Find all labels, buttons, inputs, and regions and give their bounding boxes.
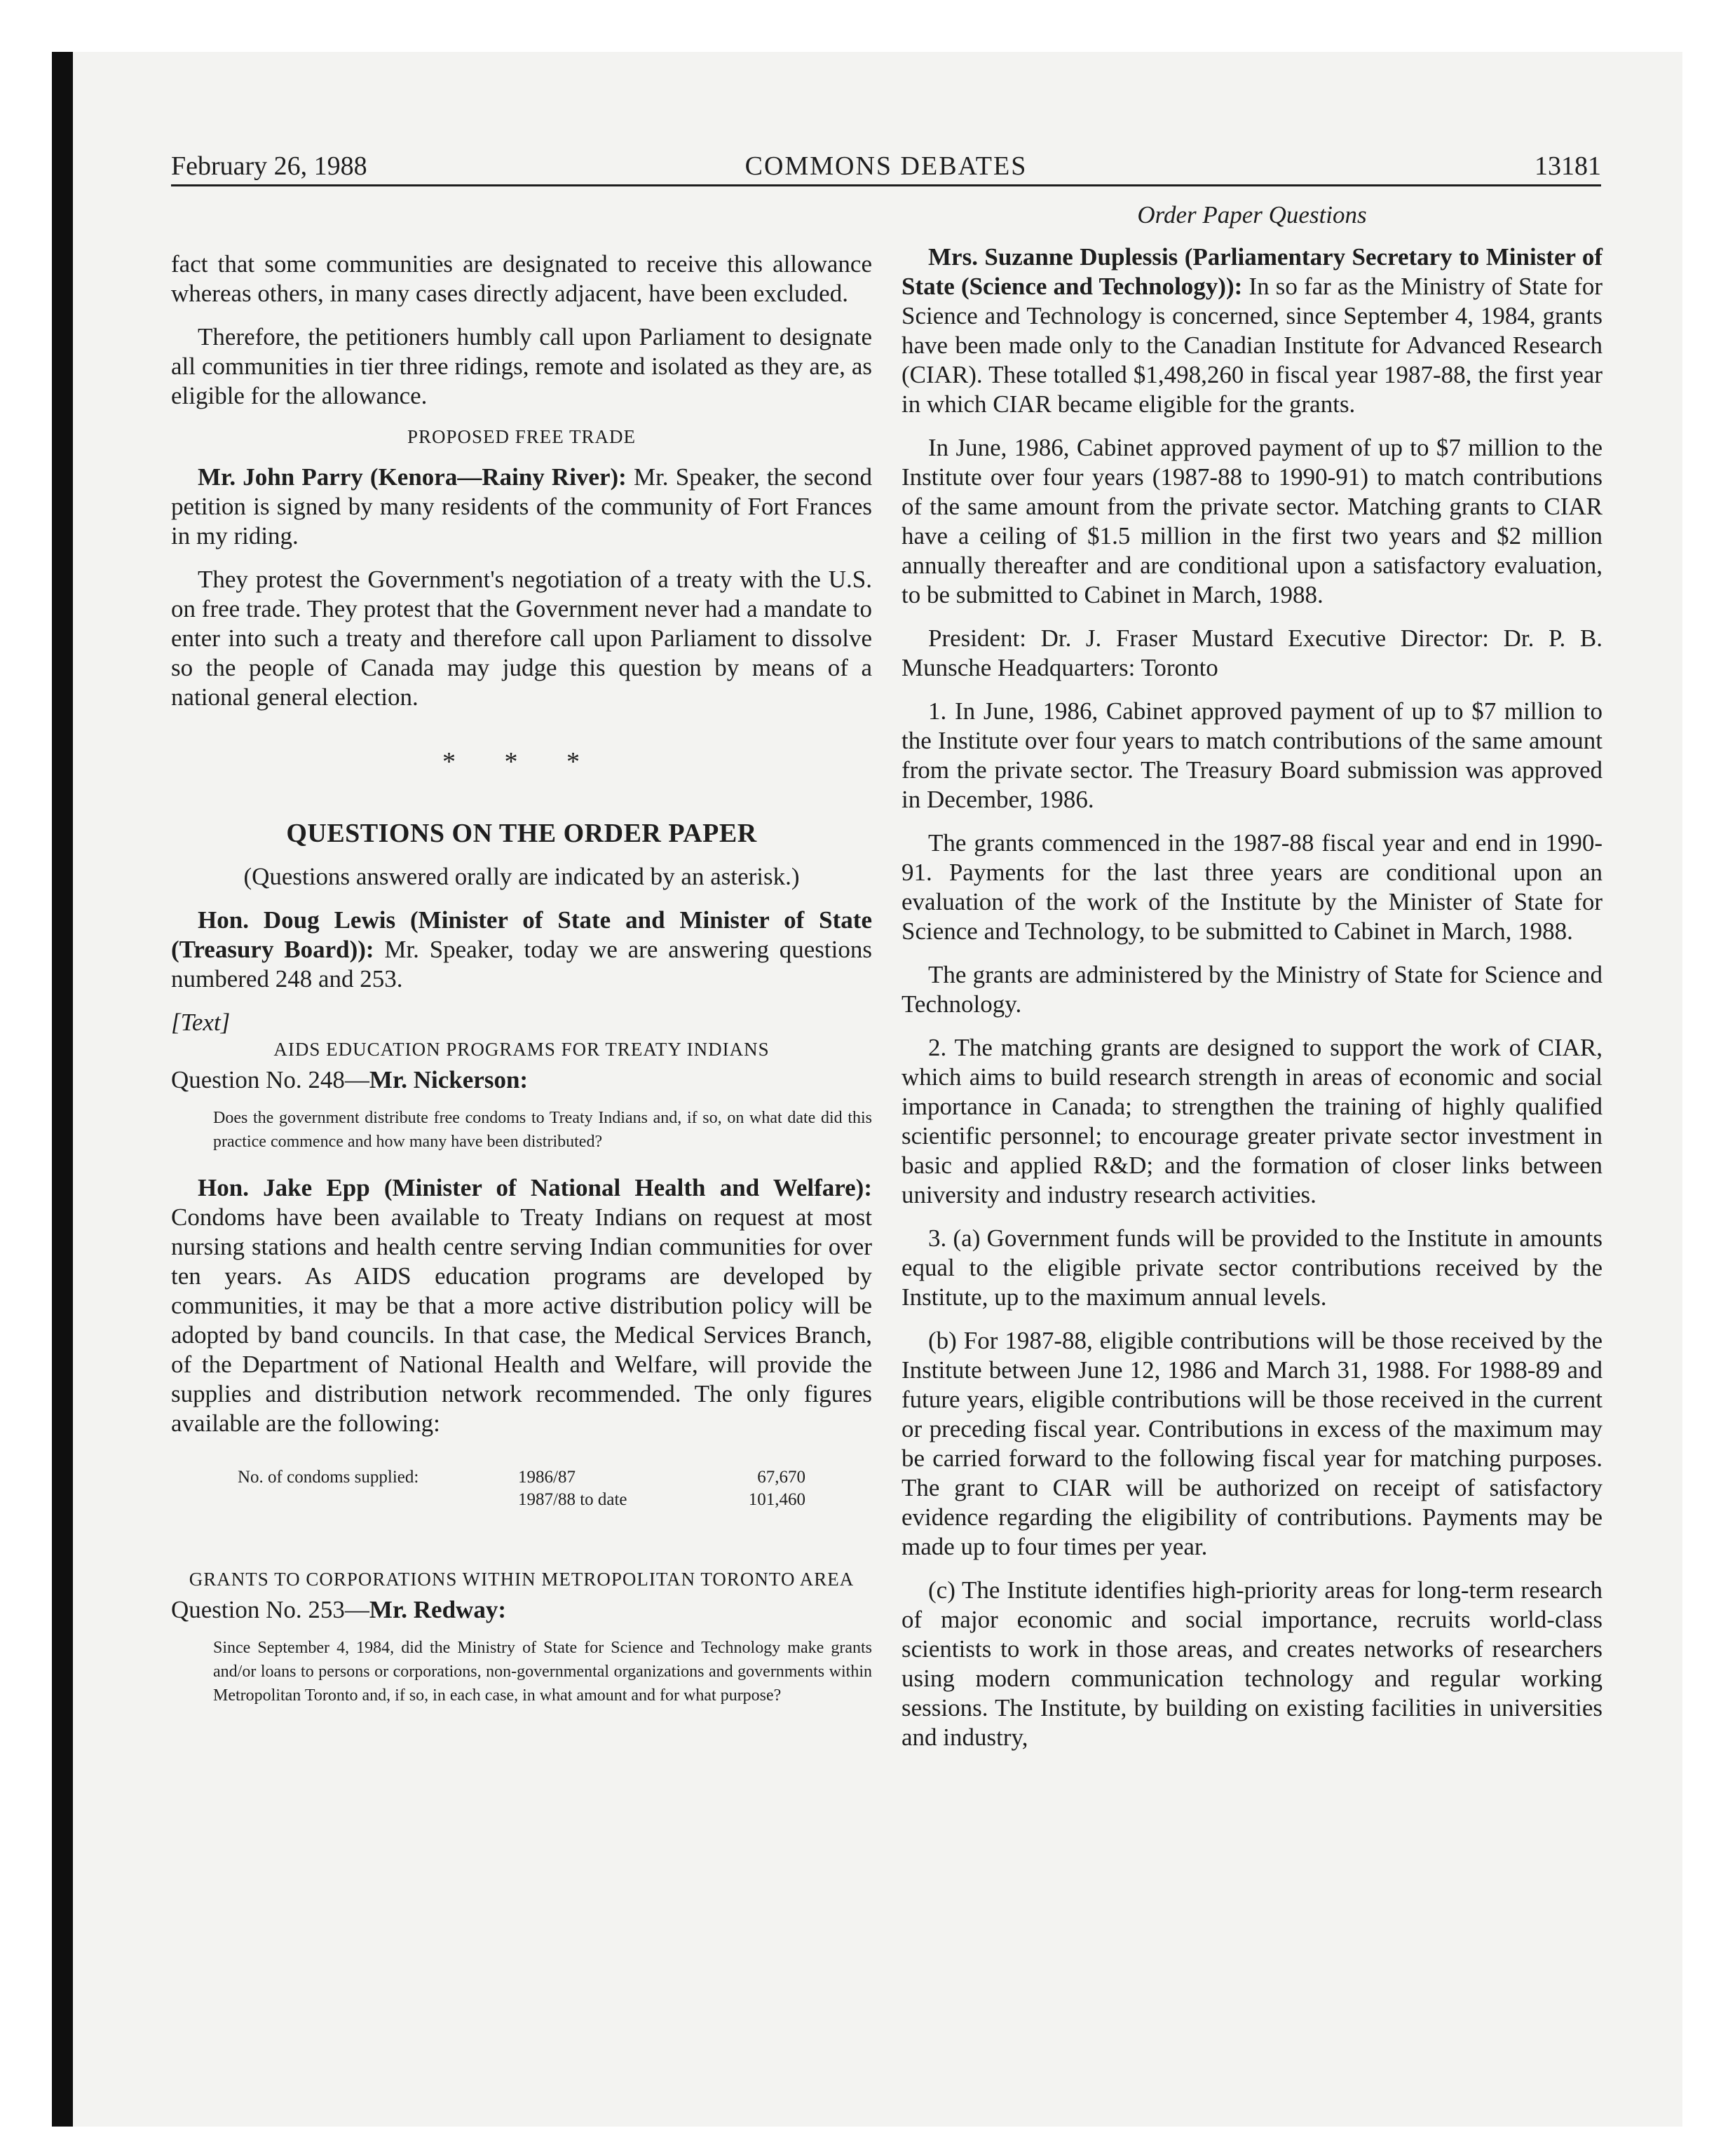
asterisk-note: (Questions answered orally are indicated by an asterisk.) <box>243 863 800 890</box>
condom-supply-table <box>238 1466 805 1511</box>
speech-text: Mr. Speaker, today we are answering questions numbered 248 and 253. <box>171 936 872 992</box>
speech-text: Mr. Speaker, the second petition is signed by many residents of the community of Fort Frances in my riding. <box>171 463 872 550</box>
paragraph: fact that some communities are designated to receive this allowance whereas others, in many cases directly adjacent, have been excluded. <box>171 250 872 307</box>
running-head: Order Paper Questions <box>1137 201 1367 228</box>
question-253-label <box>171 1595 872 1625</box>
question-253-text: Since September 4, 1984, did the Ministry of State for Science and Technology make grants and/or loans to persons or corporations, non-governmental organizations and governments within Metropolitan Toronto and, if so, in each case, in what amount and for what purpose? <box>213 1639 872 1705</box>
table-period: 1987/88 to date <box>518 1490 627 1509</box>
table-count: 101,460 <box>748 1490 805 1509</box>
header-date: February 26, 1988 <box>171 151 367 181</box>
paragraph: 3. (a) Government funds will be provided to the Institute in amounts equal to the eligible private sector contributions received by the Institute, up to the maximum annual levels. <box>901 1224 1603 1311</box>
page-header <box>171 149 1601 184</box>
paragraph-parry <box>171 463 872 551</box>
header-page-number: 13181 <box>1535 151 1601 181</box>
paragraph: (b) For 1987-88, eligible contributions will be those received by the Institute between June 12, 1986 and March 31, 1988. For 1988-89 and future years, eligible contributions will be those received in the current or preceding fiscal year. Contributions in excess of the maximum may be carried forward to the following fiscal year for matching purposes. The grant to CIAR will be authorized on receipt of satisfactory evidence regarding the eligibility of contributions. Payments may be made up to four times per year. <box>901 1327 1603 1560</box>
speech-text: Condoms have been available to Treaty Indians on request at most nursing stations and health centre serving Indian communities for over ten years. As AIDS education programs are developed by communities, it may be that a more active distribution policy will be adopted by band councils. In that case, the Medical Services Branch, of the Department of National Health and Welfare, will provide the supplies and distribution network recommended. The only figures available are the following: <box>171 1203 872 1437</box>
left-column <box>171 196 872 1727</box>
question-member: Mr. Redway: <box>369 1596 506 1623</box>
speaker-name: Mr. John Parry (Kenora—Rainy River): <box>198 463 627 491</box>
scan-edge-bar <box>52 52 73 2127</box>
paragraph: The grants are administered by the Ministry of State for Science and Technology. <box>901 961 1603 1018</box>
paragraph: The grants commenced in the 1987-88 fiscal year and end in 1990-91. Payments for the last three years are conditional upon an evaluation of the work of the Institute by the Minister of State for Science and Technology, to be submitted to Cabinet in March, 1988. <box>901 829 1603 945</box>
speaker-name: Mrs. Suzanne Duplessis (Parliamentary Secretary to Minister of State (Science and Technology)): <box>901 243 1603 300</box>
text-tag: [Text] <box>171 1009 231 1036</box>
subheading-grants: GRANTS TO CORPORATIONS WITHIN METROPOLITAN TORONTO AREA <box>189 1569 855 1590</box>
subheading-free-trade: PROPOSED FREE TRADE <box>407 426 637 447</box>
table-count: 67,670 <box>757 1468 805 1487</box>
paragraph-duplessis <box>901 243 1603 419</box>
question-number: Question No. 248— <box>171 1066 369 1093</box>
header-rule <box>171 184 1601 186</box>
left-top-spacer <box>171 196 872 250</box>
right-column <box>901 196 1603 1766</box>
table-label: No. of condoms supplied: <box>238 1468 419 1487</box>
subheading-aids: AIDS EDUCATION PROGRAMS FOR TREATY INDIANS <box>273 1039 770 1060</box>
paragraph: 2. The matching grants are designed to support the work of CIAR, which aims to build research strength in areas of economic and social importance in Canada; to strengthen the training of highly qualified scientific personnel; to encourage greater private sector investment in basic and applied R&D; and the formation of closer links between university and industry research activities. <box>901 1034 1603 1208</box>
section-title: QUESTIONS ON THE ORDER PAPER <box>286 819 757 848</box>
question-member: Mr. Nickerson: <box>369 1066 529 1093</box>
speaker-name: Hon. Jake Epp (Minister of National Health and Welfare): <box>198 1174 872 1201</box>
question-number: Question No. 253— <box>171 1596 369 1623</box>
paragraph-lewis <box>171 906 872 994</box>
speaker-name: Hon. Doug Lewis (Minister of State and Minister of State (Treasury Board)): <box>171 906 872 963</box>
table-row <box>238 1466 805 1489</box>
table-period: 1986/87 <box>518 1468 576 1487</box>
question-248-text: Does the government distribute free condoms to Treaty Indians and, if so, on what date did this practice commence and how many have been distributed? <box>213 1109 872 1151</box>
paragraph-epp <box>171 1173 872 1438</box>
header-title: COMMONS DEBATES <box>744 151 1028 181</box>
paragraph: 1. In June, 1986, Cabinet approved payment of up to $7 million to the Institute over four years to match contributions of the same amount from the private sector. The Treasury Board submission was approved in December, 1986. <box>901 697 1603 813</box>
section-break-stars: * * * <box>442 747 601 777</box>
paragraph: (c) The Institute identifies high-priority areas for long-term research of major economic and social importance, recruits world-class scientists to work in those areas, and creates networks of researchers using modern communication technology and regular working sessions. The Institute, by building on existing facilities in universities and industry, <box>901 1576 1603 1751</box>
paragraph: In June, 1986, Cabinet approved payment of up to $7 million to the Institute over four years (1987-88 to 1990-91) to match contributions of the same amount from the private sector. Matching grants to CIAR have a ceiling of $1.5 million in the first two years and $2 million annually thereafter and are conditional upon a satisfactory evaluation, to be submitted to Cabinet in March, 1988. <box>901 434 1603 608</box>
table-row <box>238 1489 805 1511</box>
speech-text: In so far as the Ministry of State for Science and Technology is concerned, since September 4, 1984, grants have been made only to the Canadian Institute for Advanced Research (CIAR). These totalled $1,498,260 in fiscal year 1987-88, the first year in which CIAR became eligible for the grants. <box>901 273 1603 418</box>
paragraph: Therefore, the petitioners humbly call upon Parliament to designate all communities in tier three ridings, remote and isolated as they are, as eligible for the allowance. <box>171 323 872 409</box>
paragraph: President: Dr. J. Fraser Mustard Executive Director: Dr. P. B. Munsche Headquarters: Toronto <box>901 625 1603 681</box>
question-248-label <box>171 1065 872 1095</box>
paragraph: They protest the Government's negotiation of a treaty with the U.S. on free trade. They protest that the Government never had a mandate to enter into such a treaty and therefore call upon Parliament to dissolve so the people of Canada may judge this question by means of a national general election. <box>171 566 872 711</box>
